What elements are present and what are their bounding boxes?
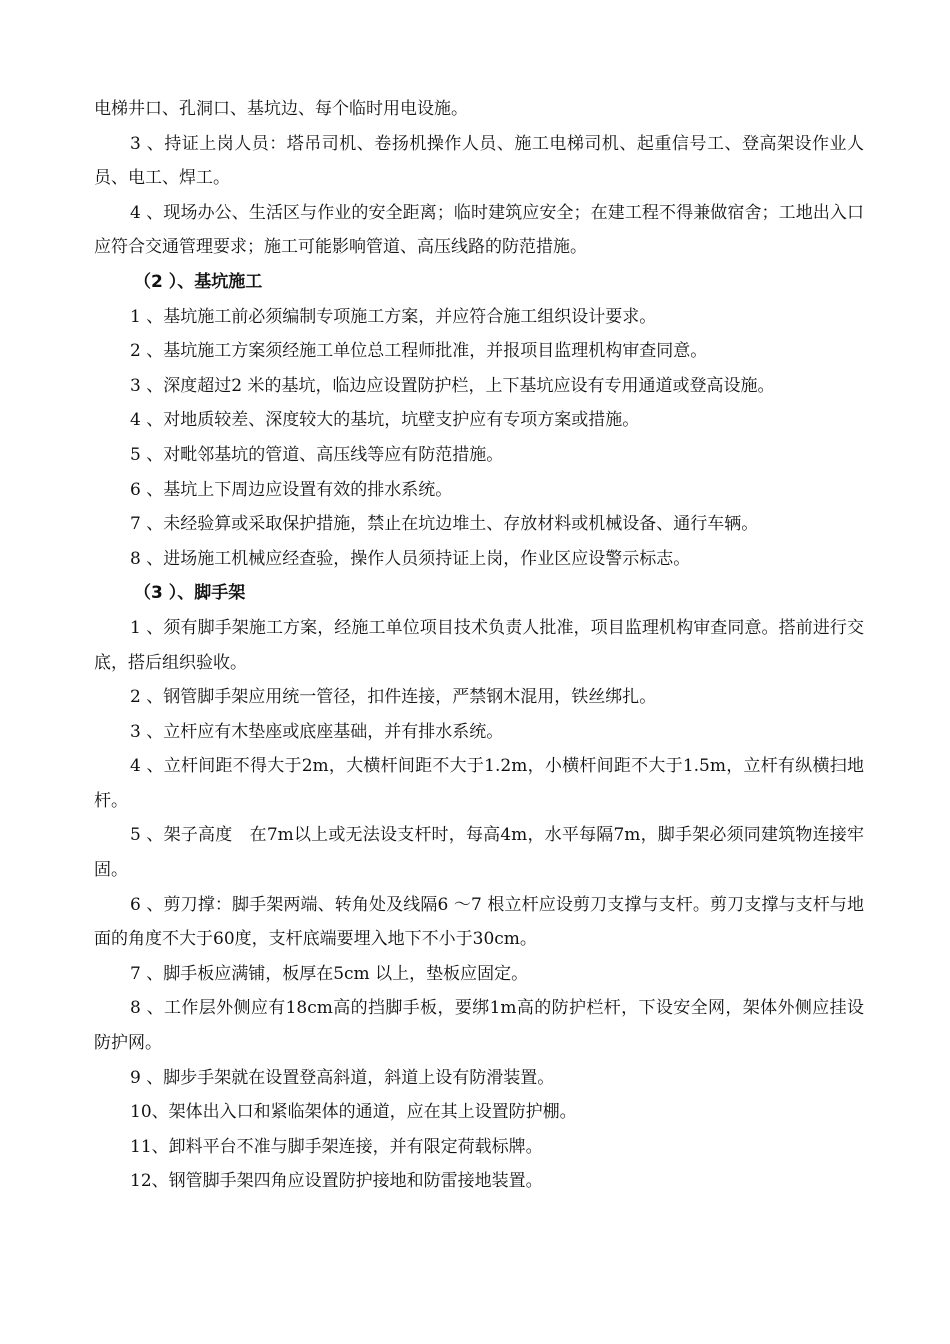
paragraph-scaffold-item-2: 2 、钢管脚手架应用统一管径，扣件连接，严禁钢木混用，铁丝绑扎。 (130, 687, 657, 708)
paragraph-item-3-certified-personnel: 3 、持证上岗人员：塔吊司机、卷扬机操作人员、施工电梯司机、起重信号工、登高架设作业人员、电工、焊工。 (94, 133, 864, 189)
paragraph-pit-item-1: 1 、基坑施工前必须编制专项施工方案，并应符合施工组织设计要求。 (130, 306, 657, 327)
paragraph-scaffold-item-4: 4 、立杆间距不得大于2m，大横杆间距不大于1.2m，小横杆间距不大于1.5m，立杆有纵横扫地杆。 (94, 756, 864, 811)
paragraph-scaffold-item-1: 1 、须有脚手架施工方案，经施工单位项目技术负责人批准，项目监理机构审查同意。搭前进行交底，搭后组织验收。 (94, 617, 864, 673)
section-heading-foundation-pit: （2 ）、基坑施工 (134, 271, 263, 292)
paragraph-item-4-site-safety-distance: 4 、现场办公、生活区与作业的安全距离；临时建筑应安全；在建工程不得兼做宿舍；工地出入口应符合交通管理要求；施工可能影响管道、高压线路的防范措施。 (94, 202, 864, 258)
paragraph-continuation: 电梯井口、孔洞口、基坑边、每个临时用电设施。 (94, 99, 468, 119)
paragraph-pit-item-3: 3 、深度超过2 米的基坑，临边应设置防护栏，上下基坑应设有专用通道或登高设施。 (130, 375, 775, 396)
section-heading-scaffolding: （3 ）、脚手架 (134, 583, 246, 604)
document-page (94, 92, 864, 1199)
paragraph-scaffold-item-6: 6 、剪刀撑：脚手架两端、转角处及线隔6 ～7 根立杆应设剪刀支撑与支杆。剪刀支撑与支杆与地面的角度不大于60度，支杆底端要埋入地下不小于30cm。 (94, 894, 864, 950)
paragraph-pit-item-8: 8 、进场施工机械应经查验，操作人员须持证上岗，作业区应设警示标志。 (130, 548, 691, 569)
paragraph-pit-item-5: 5 、对毗邻基坑的管道、高压线等应有防范措施。 (130, 444, 504, 465)
paragraph-scaffold-item-12: 12、钢管脚手架四角应设置防护接地和防雷接地装置。 (130, 1171, 543, 1192)
paragraph-scaffold-item-3: 3 、立杆应有木垫座或底座基础，并有排水系统。 (130, 721, 504, 742)
paragraph-scaffold-item-10: 10、架体出入口和紧临架体的通道，应在其上设置防护棚。 (130, 1102, 577, 1123)
paragraph-pit-item-6: 6 、基坑上下周边应设置有效的排水系统。 (130, 479, 453, 500)
paragraph-pit-item-4: 4 、对地质较差、深度较大的基坑，坑壁支护应有专项方案或措施。 (130, 410, 640, 431)
paragraph-pit-item-7: 7 、未经验算或采取保护措施，禁止在坑边堆土、存放材料或机械设备、通行车辆。 (130, 514, 759, 535)
paragraph-scaffold-item-5: 5 、架子高度 在7m以上或无法设支杆时，每高4m，水平每隔7m，脚手架必须同建筑物连接牢固。 (94, 825, 864, 881)
paragraph-pit-item-2: 2 、基坑施工方案须经施工单位总工程师批准，并报项目监理机构审查同意。 (130, 341, 708, 362)
paragraph-scaffold-item-11: 11、卸料平台不准与脚手架连接，并有限定荷载标牌。 (130, 1136, 543, 1157)
paragraph-scaffold-item-9: 9 、脚步手架就在设置登高斜道，斜道上设有防滑装置。 (130, 1067, 555, 1088)
paragraph-scaffold-item-8: 8 、工作层外侧应有18cm高的挡脚手板，要绑1m高的防护栏杆，下设安全网，架体外侧应挂设防护网。 (94, 998, 864, 1054)
paragraph-scaffold-item-7: 7 、脚手板应满铺，板厚在5cm 以上，垫板应固定。 (130, 963, 529, 984)
